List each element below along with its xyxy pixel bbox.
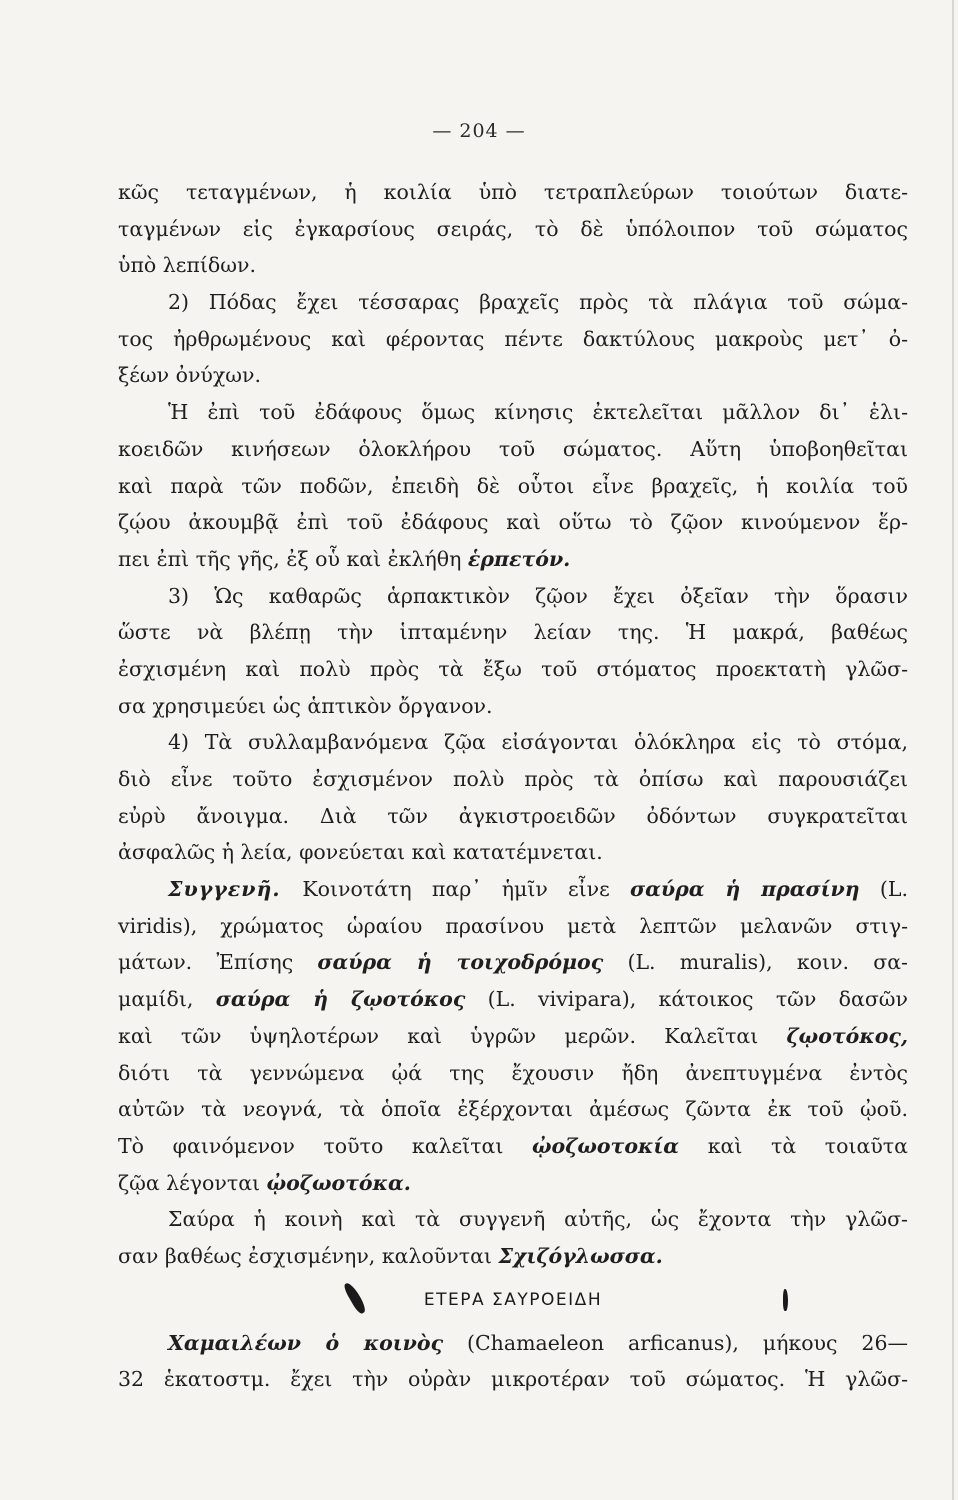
text-line [118,1238,908,1275]
text-line: viridis), χρώματος ὡραίου πρασίνου μετὰ λεπτῶν μελανῶν στιγ- [118,913,908,938]
text-line: Σαύρα ἡ κοινὴ καὶ τὰ συγγενῆ αὐτῆς, ὡς ἔχοντα τὴν γλῶσ- [168,1207,908,1232]
text-run: μαμίδι, [118,987,216,1012]
text-line: κοειδῶν κινήσεων ὁλοκλήρου τοῦ σώματος. Αὕτη ὑποβοηθεῖται [118,436,908,461]
text-run: σαν βαθέως ἐσχισμένην, καλοῦνται [118,1243,499,1268]
text-line [118,1165,908,1202]
page-edge-shadow [952,0,954,1500]
text-run: καὶ τῶν ὑψηλοτέρων καὶ ὑγρῶν μερῶν. Καλεῖται [118,1023,787,1048]
text-line [118,944,908,981]
text-line: τος ἠρθρωμένους καὶ φέροντας πέντε δακτύλους μακροὺς μετ᾽ ὀ- [118,326,908,351]
emphasized-term: ᾠοζωοτόκα. [266,1170,411,1195]
text-run: (L. vivipara), κάτοικος τῶν δασῶν [465,987,908,1012]
text-run: (L. [859,877,908,902]
text-line [118,1128,908,1165]
text-line: Ἡ ἐπὶ τοῦ ἐδάφους ὅμως κίνησις ἐκτελεῖται μᾶλλον δι᾽ ἑλι- [168,400,908,425]
text-line [118,541,908,578]
text-run: καὶ τὰ τοιαῦτα [679,1133,908,1158]
text-run: (L. muralis), κοιν. σα- [603,950,908,975]
section-heading [118,1275,908,1325]
text-run: μάτων. Ἐπίσης [118,950,318,975]
text-run: Κοινοτάτη παρ᾽ ἡμῖν εἶνε [302,877,630,902]
emphasized-term: Χαμαιλέων ὁ κοινὸς [168,1330,444,1355]
emphasized-term: σαύρα ἡ πρασίνη [629,877,860,902]
text-line: 32 ἑκατοστμ. ἔχει τὴν οὐρὰν μικροτέραν τοῦ σώματος. Ἡ γλῶσ- [118,1367,908,1392]
emphasized-term: ζῳοτόκος, [786,1023,908,1048]
text-run: πει ἐπὶ τῆς γῆς, ἐξ οὗ καὶ ἐκλήθη [118,546,468,571]
text-line: ταγμένων εἰς ἐγκαρσίους σειράς, τὸ δὲ ὑπόλοιπον τοῦ σώματος [118,216,908,241]
emphasized-term: ἑρπετόν. [467,546,571,571]
emphasized-term: σαύρα ἡ τοιχοδρόμος [317,950,604,975]
text-line: αὐτῶν τὰ νεογνά, τὰ ὁποῖα ἐξέρχονται ἀμέσως ζῶντα ἐκ τοῦ ᾠοῦ. [118,1097,908,1122]
text-line: ἀσφαλῶς ἡ λεία, φονεύεται καὶ κατατέμνεται. [118,840,603,865]
section-heading-text: ΕΤΕΡΑ ΣΑΥΡΟΕΙΔΗ [423,1289,603,1310]
text-line [118,1325,908,1362]
emphasized-term: ᾠοζωοτοκία [532,1133,680,1158]
ink-blot [783,1289,788,1311]
page-number: — 204 — [432,120,526,142]
body-text [118,174,908,1398]
emphasized-term: Συγγενῆ. [168,877,303,902]
text-line: ξέων ὀνύχων. [118,363,261,388]
text-line [118,1018,908,1055]
text-run: Τὸ φαινόμενον τοῦτο καλεῖται [118,1133,533,1158]
text-line: εὐρὺ ἄνοιγμα. Διὰ τῶν ἀγκιστροειδῶν ὀδόντων συγκρατεῖται [118,803,908,828]
text-line: ὥστε νὰ βλέπῃ τὴν ἱπταμένην λείαν της. Ἡ μακρά, βαθέως [118,620,908,645]
text-line: διὸ εἶνε τοῦτο ἐσχισμένον πολὺ πρὸς τὰ ὀπίσω καὶ παρουσιάζει [118,767,908,791]
text-line: ζῴου ἀκουμβᾷ ἐπὶ τοῦ ἐδάφους καὶ οὕτω τὸ ζῷον κινούμενον ἕρ- [118,510,908,535]
text-line [118,871,908,908]
text-line: καὶ παρὰ τῶν ποδῶν, ἐπειδὴ δὲ οὗτοι εἶνε βραχεῖς, ἡ κοιλία τοῦ [118,473,908,498]
text-line: 2) Πόδας ἔχει τέσσαρας βραχεῖς πρὸς τὰ πλάγια τοῦ σώμα- [168,290,908,315]
text-line: ὑπὸ λεπίδων. [118,253,256,278]
lizard-description-block [118,174,908,1275]
text-run: (Chamaeleon arficanus), μήκους 26— [443,1330,909,1355]
text-line [118,981,908,1018]
text-line: 3) Ὡς καθαρῶς ἁρπακτικὸν ζῷον ἔχει ὀξεῖαν τὴν ὅρασιν [168,583,908,608]
emphasized-term: Σχιζόγλωσσα. [498,1243,663,1268]
chameleon-description-block [118,1325,908,1398]
text-line: ἐσχισμένη καὶ πολὺ πρὸς τὰ ἔξω τοῦ στόματος προεκτατὴ γλῶσ- [118,656,908,681]
emphasized-term: σαύρα ἡ ζῳοτόκος [215,987,466,1012]
text-line: 4) Τὰ συλλαμβανόμενα ζῷα εἰσάγονται ὁλόκληρα εἰς τὸ στόμα, [168,730,908,755]
ink-blot [342,1280,368,1314]
text-run: ζῷα λέγονται [118,1170,267,1195]
text-line: διότι τὰ γεννώμενα ᾠά της ἔχουσιν ἤδη ἀνεπτυγμένα ἐντὸς [118,1060,908,1085]
text-line: σα χρησιμεύει ὡς ἁπτικὸν ὄργανον. [118,693,493,718]
text-line: κῶς τεταγμένων, ἡ κοιλία ὑπὸ τετραπλεύρων τοιούτων διατε- [118,180,908,204]
